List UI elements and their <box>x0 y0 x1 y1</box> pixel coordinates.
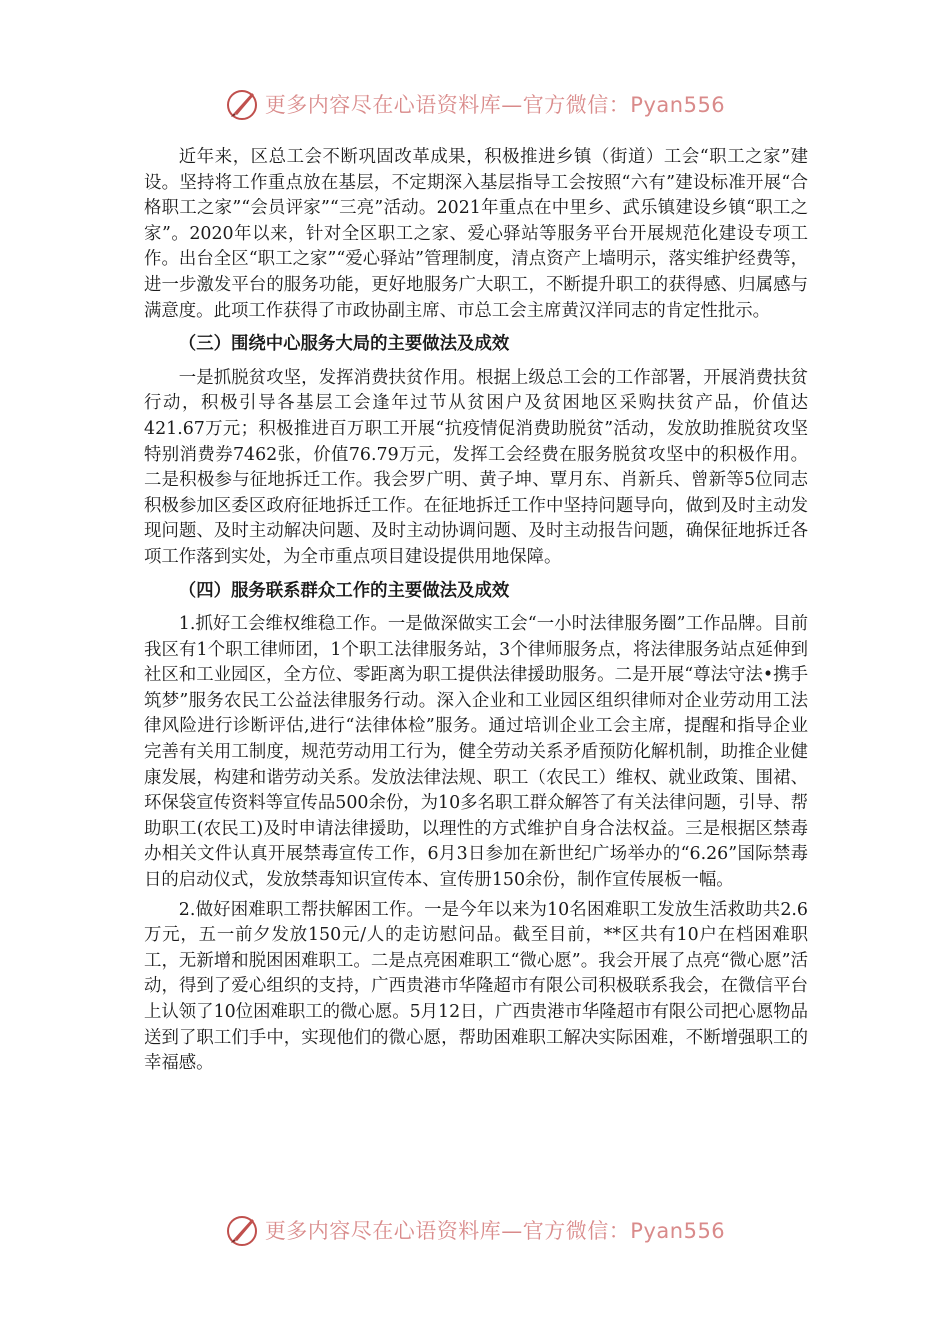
footer-watermark <box>0 1210 950 1250</box>
paragraph-rights-protection: 1.抓好工会维权维稳工作。一是做深做实工会“一小时法律服务圈”工作品牌。目前我区有1个职工律师团，1个职工法律服务站，3个律师服务点，将法律服务站点延伸到社区和工业园区，全方位、零距离为职工提供法律援助服务。二是开展“尊法守法•携手筑梦”服务农民工公益法律服务行动。深入企业和工业园区组织律师对企业劳动用工法律风险进行诊断评估,进行“法律体检”服务。通过培训企业工会主席，提醒和指导企业完善有关用工制度，规范劳动用工行为，健全劳动关系矛盾预防化解机制，助推企业健康发展，构建和谐劳动关系。发放法律法规、职工（农民工）维权、就业政策、围裙、环保袋宣传资料等宣传品500余份，为10多名职工群众解答了有关法律问题，引导、帮助职工(农民工)及时申请法律援助，以理性的方式维护自身合法权益。三是根据区禁毒办相关文件认真开展禁毒宣传工作，6月3日参加在新世纪广场举办的“6.26”国际禁毒日的启动仪式，发放禁毒知识宣传本、宣传册150余份，制作宣传展板一幅。 <box>144 614 808 891</box>
paragraph-staff-home: 近年来，区总工会不断巩固改革成果，积极推进乡镇（街道）工会“职工之家”建设。坚持将工作重点放在基层，不定期深入基层指导工会按照“六有”建设标准开展“合格职工之家”“会员评家”“三亮”活动。2021年重点在中里乡、武乐镇建设乡镇“职工之家”。2020年以来，针对全区职工之家、爱心驿站等服务平台开展规范化建设专项工作。出台全区“职工之家”“爱心驿站”管理制度，清点资产上墙明示，落实维护经费等，进一步激发平台的服务功能，更好地服务广大职工，不断提升职工的获得感、归属感与满意度。此项工作获得了市政协副主席、市总工会主席黄汉洋同志的肯定性批示。 <box>144 147 808 321</box>
quill-logo-icon <box>225 1212 261 1248</box>
header-watermark <box>0 84 950 124</box>
section-heading-3: （三）围绕中心服务大局的主要做法及成效 <box>178 334 510 355</box>
document-body <box>144 145 808 1077</box>
paragraph-hardship-assistance: 2.做好困难职工帮扶解困工作。一是今年以来为10名困难职工发放生活救助共2.6万元，五一前夕发放150元/人的走访慰问品。截至目前，**区共有10户在档困难职工，无新增和脱困困难职工。二是点亮困难职工“微心愿”。我会开展了点亮“微心愿”活动，得到了爱心组织的支持，广西贵港市华隆超市有限公司积极联系我会，在微信平台上认领了10位困难职工的微心愿。5月12日，广西贵港市华隆超市有限公司把心愿物品送到了职工们手中，实现他们的微心愿，帮助困难职工解决实际困难，不断增强职工的幸福感。 <box>144 899 808 1074</box>
watermark-text: 更多内容尽在心语资料库—官方微信：Pyan556 <box>264 1219 726 1243</box>
quill-logo-icon <box>225 86 261 122</box>
watermark-text: 更多内容尽在心语资料库—官方微信：Pyan556 <box>264 93 726 117</box>
section-heading-4: （四）服务联系群众工作的主要做法及成效 <box>178 580 510 601</box>
paragraph-poverty-alleviation: 一是抓脱贫攻坚，发挥消费扶贫作用。根据上级总工会的工作部署，开展消费扶贫行动，积极引导各基层工会逢年过节从贫困户及贫困地区采购扶贫产品，价值达421.67万元；积极推进百万职工开展“抗疫情促消费助脱贫”活动，发放助推脱贫攻坚特别消费券7462张，价值76.79万元，发挥工会经费在服务脱贫攻坚中的积极作用。二是积极参与征地拆迁工作。我会罗广明、黄子坤、覃月东、肖新兵、曾新等5位同志积极参加区委区政府征地拆迁工作。在征地拆迁工作中坚持问题导向，做到及时主动发现问题、及时主动解决问题、及时主动协调问题、及时主动报告问题，确保征地拆迁各项工作落到实处，为全市重点项目建设提供用地保障。 <box>144 367 808 567</box>
